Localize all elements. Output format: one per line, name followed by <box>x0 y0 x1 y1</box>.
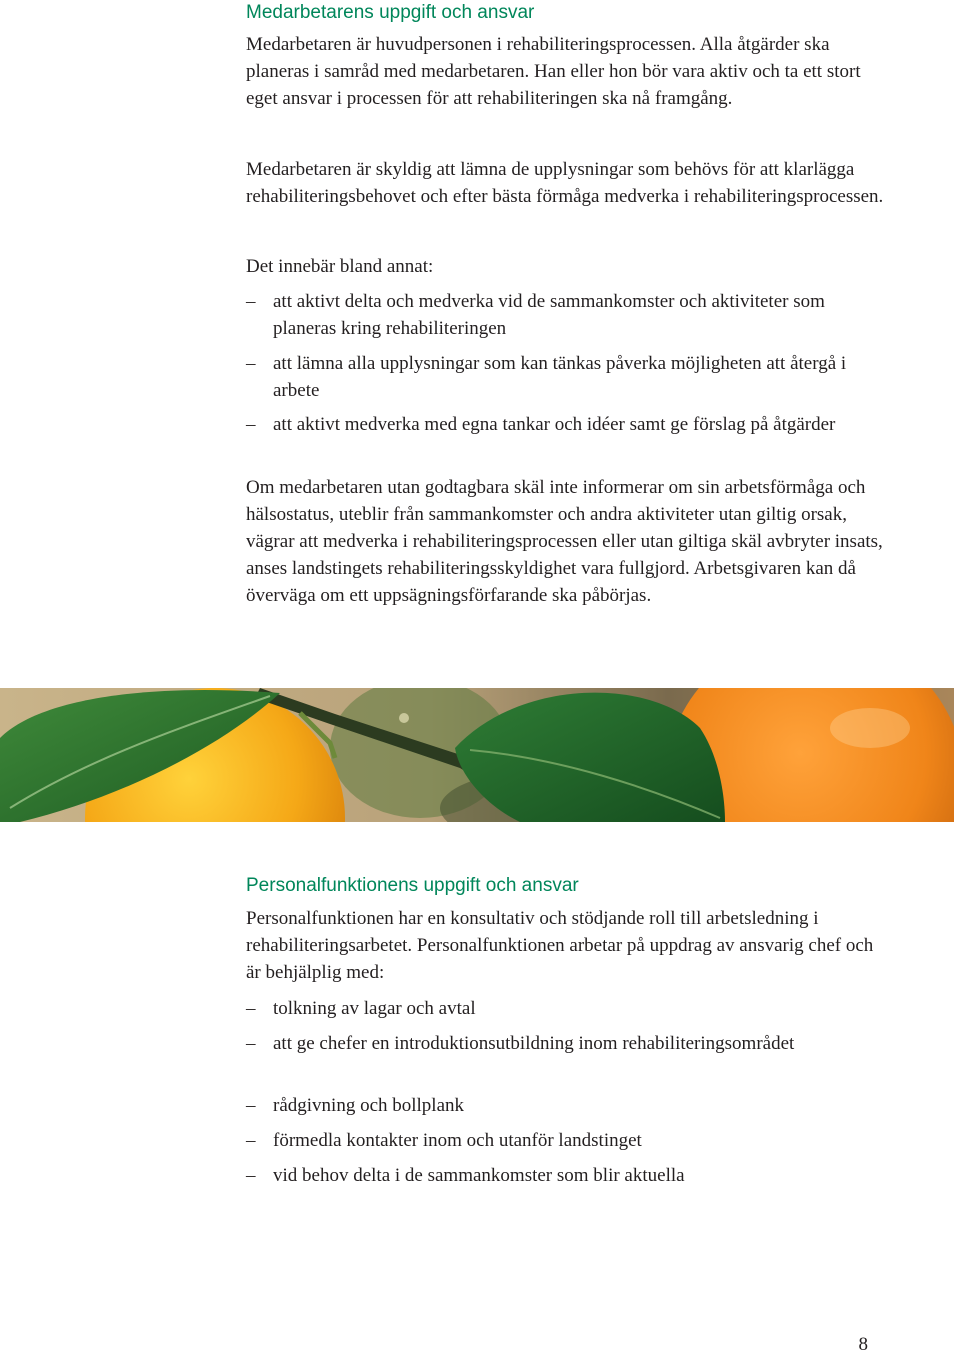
list-item-text: att aktivt medverka med egna tankar och idéer samt ge förslag på åtgärder <box>273 414 836 435</box>
list-item-text: rådgivning och bollplank <box>273 1095 465 1116</box>
list-item <box>246 411 886 438</box>
paragraph-personalfunktion-intro: Personalfunktionen har en konsultativ och stödjande roll till arbetsledning i rehabiliteringsarbetet. Personalfunktionen arbetar på uppdrag av ansvarig chef och är behjälplig med: <box>246 908 874 983</box>
list-item <box>246 1162 886 1189</box>
section-heading-medarbetare: Medarbetarens uppgift och ansvar <box>246 2 535 23</box>
bullet-dash: – <box>246 1095 256 1116</box>
paragraph-medarbetare-closing: Om medarbetaren utan godtagbara skäl inte informerar om sin arbetsförmåga och hälsostatus, uteblir från sammankomster och andra aktiviteter utan giltig orsak, vägrar att medverka i rehabiliteringsprocessen eller utan giltiga skäl avbryter insats, anses landstingets rehabiliteringsskyldighet vara fullgjord. Arbetsgivaren kan då överväga om ett uppsägningsförfarande ska påbörjas. <box>246 477 883 606</box>
orange-tree-photo <box>0 688 954 822</box>
paragraph-det-innebar: Det innebär bland annat: <box>246 256 434 277</box>
list-item <box>246 288 886 342</box>
bullet-dash: – <box>246 1130 256 1151</box>
bullet-dash: – <box>246 998 256 1019</box>
bullet-dash: – <box>246 291 256 312</box>
paragraph-medarbetare-intro: Medarbetaren är huvudpersonen i rehabiliteringsprocessen. Alla åtgärder ska planeras i samråd med medarbetaren. Han eller hon bör vara aktiv och ta ett stort eget ansvar i processen för att rehabiliteringen ska nå framgång. <box>246 34 861 109</box>
bullet-dash: – <box>246 353 256 374</box>
paragraph-medarbetare-skyldighet: Medarbetaren är skyldig att lämna de upplysningar som behövs för att klarlägga rehabiliteringsbehovet och efter bästa förmåga medverka i rehabiliteringsprocessen. <box>246 159 884 207</box>
list-item-text: vid behov delta i de sammankomster som blir aktuella <box>273 1165 685 1186</box>
bullet-dash: – <box>246 1165 256 1186</box>
list-item-text: tolkning av lagar och avtal <box>273 998 476 1019</box>
list-item-text: att ge chefer en introduktionsutbildning inom rehabiliteringsområdet <box>273 1033 795 1054</box>
section-heading-personalfunktion: Personalfunktionens uppgift och ansvar <box>246 875 579 896</box>
list-item-text: att aktivt delta och medverka vid de sammankomster och aktiviteter som planeras kring rehabiliteringen <box>273 291 825 339</box>
list-item <box>246 350 886 404</box>
bullet-dash: – <box>246 1033 256 1054</box>
list-item <box>246 995 886 1022</box>
list-item <box>246 1030 886 1057</box>
list-item-text: förmedla kontakter inom och utanför landstinget <box>273 1130 642 1151</box>
page-number: 8 <box>858 1334 868 1355</box>
list-item-text: att lämna alla upplysningar som kan tänkas påverka möjligheten att återgå i arbete <box>273 353 847 401</box>
list-item <box>246 1092 886 1119</box>
bullet-dash: – <box>246 414 256 435</box>
list-item <box>246 1127 886 1154</box>
